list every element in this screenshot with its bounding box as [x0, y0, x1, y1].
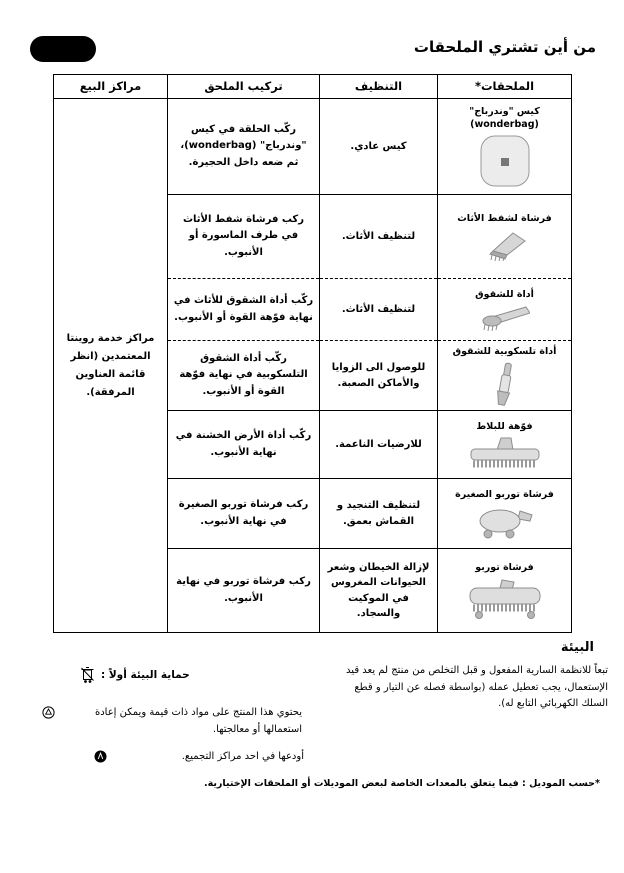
footnote: *حسب الموديل : فيما يتعلق بالمعدات الخاصة لبعض الموديلات أو الملحقات الإختيارية.: [203, 778, 600, 789]
accessory-label: أداة تلسكوبية للشقوق: [452, 346, 557, 358]
cleaning-cell: لتنظيف الأثاث.: [320, 279, 438, 341]
installation-cell: ركّب أداة الشقوق التلسكوبية في نهاية فوّهة القوة أو الأنبوب.: [168, 341, 320, 411]
cleaning-cell: لتنظيف التنجيد و القماش بعمق.: [320, 479, 438, 549]
turbo-brush-icon: [443, 578, 566, 620]
crevice-tool-icon: [443, 304, 566, 331]
upholstery-brush-icon: [443, 229, 566, 261]
environment-paragraph: تبعاً للانظمة السارية المفعول و قبل التخلص من منتج لم يعد قيد الإستعمال، يجب تعطيل عمله (بواسطة فصله عن التيار و قطع السلك الكهربائي التابع له).: [346, 665, 608, 709]
cleaning-cell: لتنظيف الأثاث.: [320, 195, 438, 279]
accessory-label: أداة للشقوق: [475, 288, 534, 300]
installation-cell: ركب فرشاة توربو في نهاية الأنبوب.: [168, 549, 320, 633]
crossed-wheelie-bin-icon: [80, 666, 95, 684]
accessory-cell: [438, 195, 572, 279]
bullet-text: أودعها في احد مراكز التجميع.: [181, 751, 304, 762]
col-header-sales: مراكز البيع: [54, 75, 168, 99]
installation-cell: ركّب الحلقة في كيس "وندرباج" (wonderbag)، ثم ضعه داخل الحجيرة.: [168, 99, 320, 195]
table-header-row: [54, 75, 572, 99]
installation-cell: ركب فرشاة توربو الصغيرة في نهاية الأنبوب.: [168, 479, 320, 549]
accessory-cell: [438, 341, 572, 411]
sales-cell: مراكز خدمة روينتا المعتمدين (انظر قائمة العناوين المرفقة).: [54, 99, 168, 633]
cleaning-cell: للارضيات الناعمة.: [320, 411, 438, 479]
black-tab-badge: [30, 36, 96, 62]
accessory-cell: [438, 549, 572, 633]
col-header-cleaning: التنظيف: [320, 75, 438, 99]
accessory-label: فوّهة للبلاط: [476, 421, 533, 433]
accessory-cell: [438, 99, 572, 195]
tile-nozzle-icon: [443, 437, 566, 469]
environment-protect-line: [80, 666, 190, 684]
table-row: [54, 99, 572, 195]
installation-cell: ركّب أداة الأرض الخشنة في نهاية الأنبوب.: [168, 411, 320, 479]
collection-point-icon: [94, 750, 107, 763]
accessories-table: [53, 74, 572, 633]
cleaning-cell: لإزالة الخيطان وشعر الحيوانات المغروس في الموكيت والسجاد.: [320, 549, 438, 633]
telescopic-crevice-tool-icon: [440, 351, 569, 416]
cleaning-cell: كيس عادي.: [320, 99, 438, 195]
accessory-label: فرشاة توربو: [475, 562, 534, 574]
environment-bullet-recyclable: [38, 704, 302, 738]
protect-label: حماية البيئة أولاً :: [101, 669, 190, 681]
col-header-installation: تركيب الملحق: [168, 75, 320, 99]
accessory-label: فرشاة توربو الصغيرة: [455, 489, 554, 501]
installation-cell: ركب فرشاة شفط الأثاث في طرف الماسورة أو الأنبوب.: [168, 195, 320, 279]
cleaning-cell: للوصول الى الزوايا والأماكن الصعبة.: [320, 341, 438, 411]
col-header-accessories: الملحقات*: [438, 75, 572, 99]
installation-cell: ركّب أداة الشقوق للأثاث في نهاية فوّهة القوة أو الأنبوب.: [168, 279, 320, 341]
page-title: من أين تشتري الملحقات: [413, 38, 596, 56]
bullet-text: يحتوي هذا المنتج على مواد ذات قيمة ويمكن إعادة استعمالها أو معالجتها.: [94, 707, 302, 735]
recyclable-icon: [42, 706, 55, 719]
wonderbag-icon: [443, 134, 566, 188]
environment-heading: البيئة: [560, 640, 594, 655]
accessory-cell: [438, 279, 572, 341]
accessory-cell: [438, 411, 572, 479]
accessory-cell: [438, 479, 572, 549]
accessory-label: فرشاة لشفط الأثاث: [457, 213, 552, 225]
environment-bullet-collection: [90, 748, 304, 765]
accessory-label: كيس "وندرباج" (wonderbag): [469, 105, 540, 130]
mini-turbo-brush-icon: [443, 505, 566, 539]
